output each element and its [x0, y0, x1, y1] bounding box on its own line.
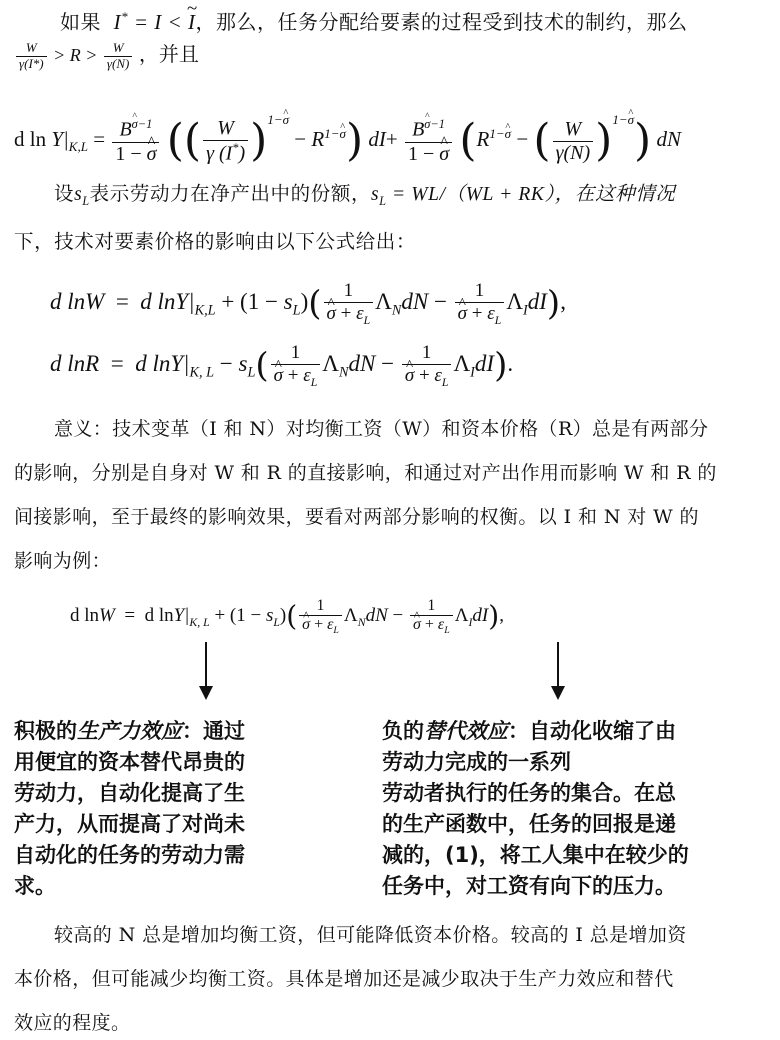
meaning-line1: 意义：技术变革（I 和 N）对均衡工资（W）和资本价格（R）总是有两部分 [54, 418, 709, 440]
left-arrow-line [205, 642, 207, 686]
productivity-effect-heading: 积极的生产力效应：通过 [14, 719, 245, 743]
ratio-frac1-den: γ(I*) [19, 56, 44, 72]
intro-prefix: 如果 [60, 10, 101, 34]
share-formula: $s_L = WL/(WL + RK)$，在这种情况 [371, 184, 676, 208]
conclusion-line3: 效应的程度。 [14, 1012, 131, 1034]
right-arrow-line [557, 642, 559, 686]
equation-dlnR: d lnR = d $\ln Y|_{K, L} - s_L$( 1 ^ $\sigma + \varepsilon_L$ $\Lambda_NdN$ − 1 ^ $\sigma + \varepsilon_L$ $\Lambda_IdI$). [50, 334, 513, 394]
intro-condition: I* = I < ~ I [108, 10, 196, 34]
ratio-frac2-den: γ(N) [106, 56, 130, 72]
share-definition-line2: 下，技术对要素价格的影响由以下公式给出： [14, 230, 417, 253]
eq1-coef-num: B^ $^{\sigma-1}$ [112, 117, 159, 143]
ratio-condition [14, 38, 199, 72]
share-definition-line [54, 178, 675, 209]
eq2-lhs-R: d lnR [50, 351, 100, 376]
left-arrow-head [199, 686, 213, 700]
meaning-line4: 影响为例： [14, 550, 112, 572]
eq1-dN: dN [656, 127, 681, 151]
meaning-line2: 的影响，分别是自身对 W 和 R 的直接影响，和通过对产出作用而影响 W 和 R 的 [14, 462, 717, 484]
intro-text: ，那么，任务分配给要素的过程受到技术的制约，那么 [195, 10, 688, 34]
equation-dlnY: d $\ln Y|_{K,L}$ = $\frac{B\^{} ^{\sigma-1}}{1 - \^{} \sigma}$ (( $\frac{W}{\gamma (I^*)}$ )$^{1-\^{} \sigma} - R^{1-\^{} \sigma}$) dI+ $\frac{B\^{} ^{\sigma-1}}{1 - \^{} \sigma}$ ($R^{1-\^{} \sigma}$ − ( $\frac{W}{\gamma(N)}$ )$^{1-\^{} \sigma}$) dN [14, 88, 681, 152]
ratio-suffix: ，并且 [138, 42, 199, 66]
ratio-mid: > R > [53, 45, 98, 65]
conclusion-line1: 较高的 N 总是增加均衡工资，但可能降低资本价格。较高的 I 总是增加资 [54, 924, 687, 946]
ratio-frac2-num: W [104, 41, 132, 57]
displacement-effect-text: 负的替代效应：自动化收缩了由 劳动力完成的一系列 劳动者执行的任务的集合。在总 的生产函数中，任务的回报是递 减的，(1)，将工人集中在较少的 任务中，对工资有向下的压力。 [382, 716, 689, 902]
ratio-frac1-num: W [16, 41, 47, 57]
equation-dlnW: d lnW = d $\ln Y|_{K,L} + (1 - s_L)$( 1 ^ $\sigma + \varepsilon_L$ $\Lambda_NdN$ − 1 ^ $\sigma + \varepsilon_L$ $\Lambda_IdI$), [50, 272, 566, 332]
productivity-effect-text: 积极的生产力效应：通过 用便宜的资本替代昂贵的 劳动力，自动化提高了生 产力，从而提高了对尚未 自动化的任务的劳动力需 求。 [14, 716, 245, 902]
eq1-coef-den: 1 − ^ σ [112, 143, 159, 166]
eq2-lhs-W: d lnW [50, 289, 105, 314]
eq1-lhs: d $\ln Y|_{K,L}$ [14, 127, 88, 155]
intro-line [60, 6, 687, 35]
conclusion-line2: 本价格，但可能减少均衡工资。具体是增加还是减少取决于生产力效应和替代 [14, 968, 674, 990]
displacement-effect-heading: 负的替代效应：自动化收缩了由 [382, 719, 676, 743]
right-arrow-head [551, 686, 565, 700]
meaning-line3: 间接影响，至于最终的影响效果，要看对两部分影响的权衡。以 I 和 N 对 W 的 [14, 506, 699, 528]
equation-dlnW-example: d lnW = d $\ln Y|_{K, L} + (1 - s_L)$( 1 ^ $\sigma + \varepsilon_L$ $\Lambda_NdN$ − 1 ^ $\sigma + \varepsilon_L$ $\Lambda_IdI$), [70, 588, 504, 644]
share-symbol: $s_L$ [74, 184, 90, 208]
eq1-dI: dI [368, 127, 386, 151]
share-def-prefix: 设 [54, 182, 75, 205]
share-def-text: 表示劳动力在净产出中的份额， [89, 182, 372, 205]
